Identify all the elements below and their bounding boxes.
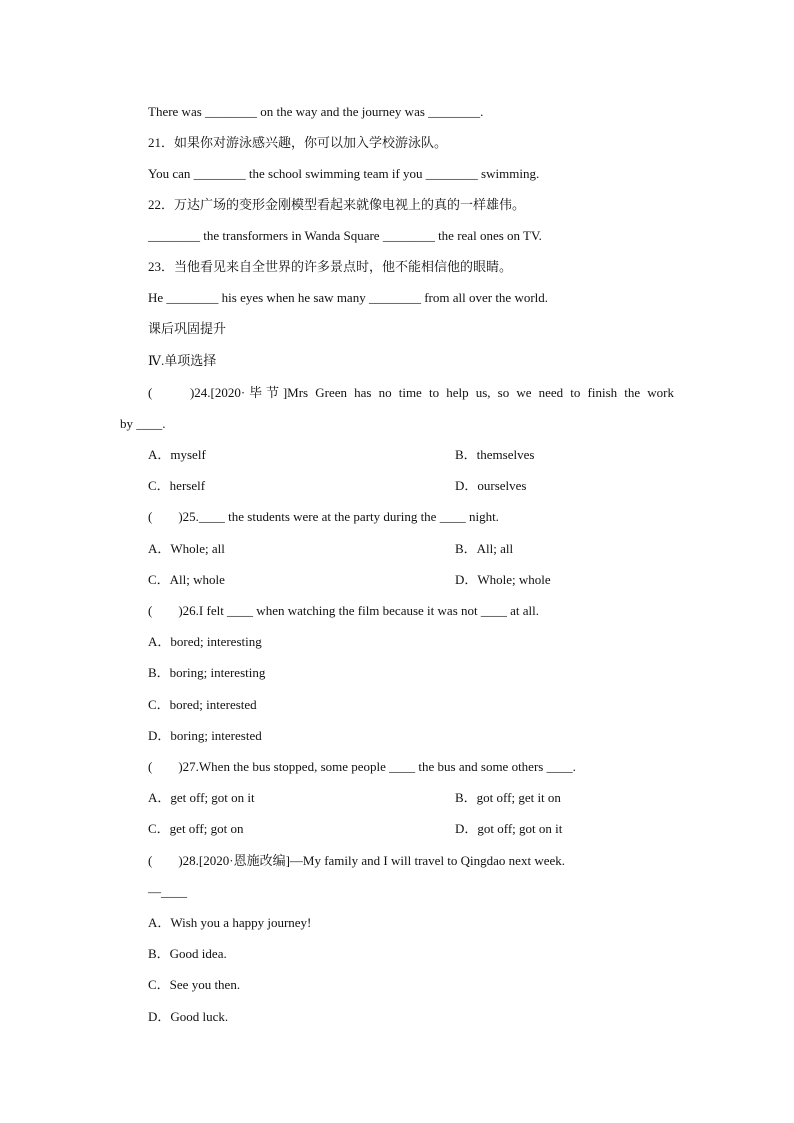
question-22-chinese: 22．万达广场的变形金刚模型看起来就像电视上的真的一样雄伟。	[148, 197, 526, 212]
question-28-option-c: C．See you then.	[148, 977, 241, 992]
question-24-option-c: C．herself	[148, 478, 206, 493]
question-27-option-c: C．get off; got on	[148, 821, 244, 836]
question-21-chinese: 21．如果你对游泳感兴趣，你可以加入学校游泳队。	[148, 135, 448, 150]
question-25-option-c: C．All; whole	[148, 572, 225, 587]
question-25-stem: ( )25.____ the students were at the party during the ____ night.	[148, 509, 499, 524]
section-heading: 课后巩固提升	[148, 321, 227, 336]
question-26-option-c: C．bored; interested	[148, 697, 257, 712]
text-line: There was ________ on the way and the journey was ________.	[148, 104, 484, 119]
question-25-option-b: B．All; all	[455, 541, 514, 556]
question-26-stem: ( )26.I felt ____ when watching the film because it was not ____ at all.	[148, 603, 539, 618]
question-24-stem-continued: by ____.	[120, 416, 166, 431]
question-28-answer-blank: —____	[148, 884, 187, 899]
question-21-english: You can ________ the school swimming team if you ________ swimming.	[148, 166, 540, 181]
question-22-english: ________ the transformers in Wanda Square ________ the real ones on TV.	[148, 228, 542, 243]
question-27-option-b: B．got off; get it on	[455, 790, 561, 805]
question-28-stem: ( )28.[2020·恩施改编]—My family and I will travel to Qingdao next week.	[148, 853, 565, 868]
question-24-option-a: A．myself	[148, 447, 206, 462]
section-iv-heading: Ⅳ.单项选择	[148, 353, 217, 368]
question-26-option-a: A．bored; interesting	[148, 634, 262, 649]
question-28-option-a: A．Wish you a happy journey!	[148, 915, 312, 930]
question-24-option-b: B．themselves	[455, 447, 535, 462]
question-27-stem: ( )27.When the bus stopped, some people ____ the bus and some others ____.	[148, 759, 576, 774]
question-27-option-d: D．got off; got on it	[455, 821, 563, 836]
question-27-option-a: A．get off; got on it	[148, 790, 255, 805]
question-25-option-d: D．Whole; whole	[455, 572, 551, 587]
question-26-option-d: D．boring; interested	[148, 728, 262, 743]
question-24-option-d: D．ourselves	[455, 478, 527, 493]
question-23-english: He ________ his eyes when he saw many ________ from all over the world.	[148, 290, 549, 305]
question-24-stem: ( )24.[2020·毕节]Mrs Green has no time to help us, so we need to finish the work	[148, 385, 674, 400]
question-26-option-b: B．boring; interesting	[148, 665, 266, 680]
question-28-option-b: B．Good idea.	[148, 946, 227, 961]
question-25-option-a: A．Whole; all	[148, 541, 225, 556]
question-28-option-d: D．Good luck.	[148, 1009, 229, 1024]
question-23-chinese: 23．当他看见来自全世界的许多景点时，他不能相信他的眼睛。	[148, 259, 513, 274]
